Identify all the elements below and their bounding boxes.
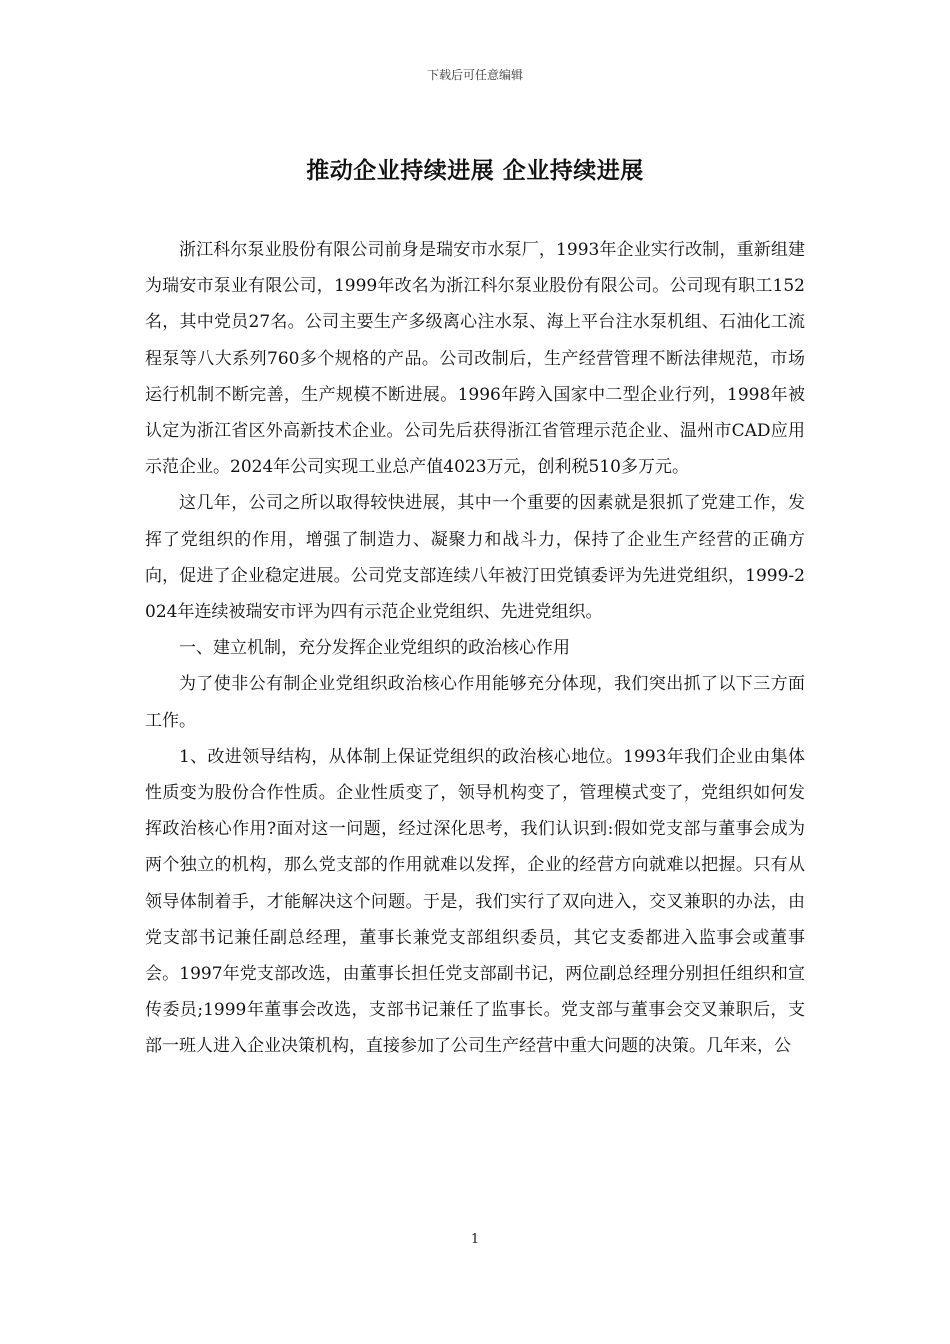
paragraph-leadership-structure: 1、改进领导结构，从体制上保证党组织的政治核心地位。1993年我们企业由集体性质变为股份合作性质。企业性质变了，领导机构变了，管理模式变了，党组织如何发挥政治核心作用?面对这一问题，经过深化思考，我们认识到:假如党支部与董事会成为两个独立的机构，那么党支部的作用就难以发挥，企业的经营方向就难以把握。只有从领导体制着手，才能解决这个问题。于是，我们实行了双向进入，交叉兼职的办法，由党支部书记兼任副总经理，董事长兼党支部组织委员，其它支委都进入监事会或董事会。1997年党支部改选，由董事长担任党支部副书记，两位副总经理分别担任组织和宣传委员;1999年董事会改选，支部书记兼任了监事长。党支部与董事会交叉兼职后，支部一班人进入企业决策机构，直接参加了公司生产经营中重大问题的决策。几年来，公	[145, 746, 805, 1057]
document-body	[145, 232, 805, 1065]
paragraph-section-intro: 为了使非公有制企业党组织政治核心作用能够充分体现，我们突出抓了以下三方面工作。	[145, 674, 805, 731]
section-heading-1: 一、建立机制，充分发挥企业党组织的政治核心作用	[179, 638, 570, 659]
paragraph-party-building: 这几年，公司之所以取得较快进展，其中一个重要的因素就是狠抓了党建工作，发挥了党组织的作用，增强了制造力、凝聚力和战斗力，保持了企业生产经营的正确方向，促进了企业稳定进展。公司党支部连续八年被汀田党镇委评为先进党组织，1999-2024年连续被瑞安市评为四有示范企业党组织、先进党组织。	[145, 493, 805, 623]
page-number: 1	[470, 1232, 480, 1247]
document-title: 推动企业持续进展 企业持续进展	[306, 158, 644, 184]
page-header: 下载后可任意编辑	[426, 68, 523, 82]
paragraph-company-intro: 浙江科尔泵业股份有限公司前身是瑞安市水泵厂，1993年企业实行改制，重新组建为瑞安市泵业有限公司，1999年改名为浙江科尔泵业股份有限公司。公司现有职工152名，其中党员27名。公司主要生产多级离心注水泵、海上平台注水泵机组、石油化工流程泵等八大系列760多个规格的产品。公司改制后，生产经营管理不断法律规范，市场运行机制不断完善，生产规模不断进展。1996年跨入国家中二型企业行列，1998年被认定为浙江省区外高新技术企业。公司先后获得浙江省管理示范企业、温州市CAD应用示范企业。2024年公司实现工业总产值4023万元，创利税510多万元。	[145, 240, 805, 478]
